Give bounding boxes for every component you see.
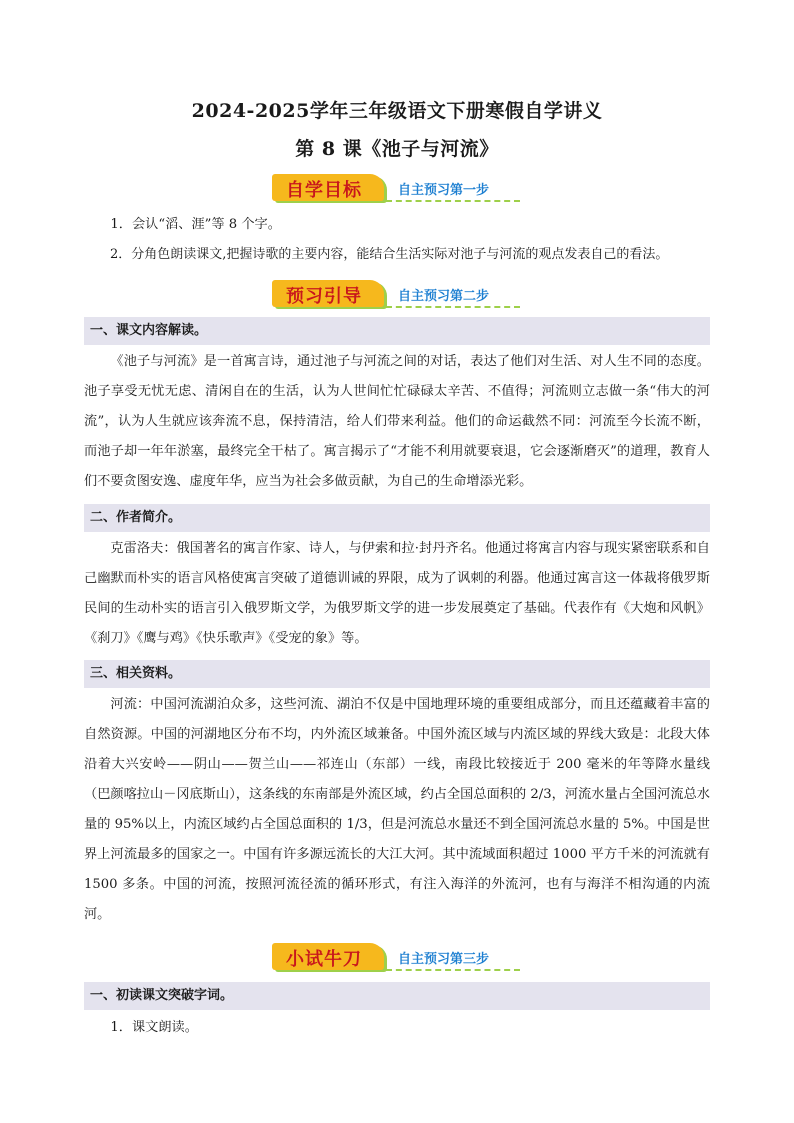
section-heading-materials: 三、相关资料。 bbox=[84, 660, 710, 688]
section-heading-practice: 一、初读课文突破字词。 bbox=[84, 982, 710, 1010]
banner-dashed-line bbox=[386, 200, 520, 202]
goal-item-2: 2．分角色朗读课文,把握诗歌的主要内容，能结合生活实际对池子与河流的观点发表自己的看法。 bbox=[110, 247, 669, 262]
section-text-materials: 河流：中国河流湖泊众多，这些河流、湖泊不仅是中国地理环境的重要组成部分，而且还蕴藏着丰富的自然资源。中国的河湖地区分布不均，内外流区域兼备。中国外流区域与内流区域的界线大致是：北段大体沿着大兴安岭——阴山——贺兰山——祁连山（东部）一线，南段比较接近于 200 毫米的年等降水量线（巴颜喀拉山－冈底斯山），这条线的东南部是外流区域，约占全国总面积的 2/3，河流水量占全国河流总水量的 95%以上，内流区域约占全国总面积的 1/3，但是河流总水量还不到全国河流总水量的 5%。中国是世界上河流最多的国家之一。中国有许多源远流长的大江大河。其中流域面积超过 1000 平方千米的河流就有 1500 多条。中国的河流，按照河流径流的循环形式，有注入海洋的外流河，也有与海洋不相沟通的内流河。 bbox=[84, 697, 710, 922]
banner-dashed-line bbox=[386, 306, 520, 308]
section-heading-content: 一、课文内容解读。 bbox=[84, 317, 710, 345]
section-text-author: 克雷洛夫：俄国著名的寓言作家、诗人，与伊索和拉·封丹齐名。他通过将寓言内容与现实紧密联系和自己幽默而朴实的语言风格使寓言突破了道德训诫的界限，成为了讽刺的利器。他通过寓言这一体裁将俄罗斯民间的生动朴实的语言引入俄罗斯文学，为俄罗斯文学的进一步发展奠定了基础。代表作有《大炮和风帆》《刹刀》《鹰与鸡》《快乐歌声》《受宠的象》等。 bbox=[84, 541, 710, 646]
section-text-content: 《池子与河流》是一首寓言诗，通过池子与河流之间的对话，表达了他们对生活、对人生不同的态度。池子享受无忧无虑、清闲自在的生活，认为人世间忙忙碌碌太辛苦、不值得；河流则立志做一条“伟大的河流”，认为人生就应该奔流不息，保持清洁，给人们带来利益。他们的命运截然不同：河流至今长流不断，而池子却一年年淤塞，最终完全干枯了。寓言揭示了“才能不利用就要衰退，它会逐渐磨灭”的道理，教育人们不要贪图安逸、虚度年华，应当为社会多做贡献，为自己的生命增添光彩。 bbox=[84, 354, 710, 489]
banner-subtitle: 自主预习第一步 bbox=[398, 183, 490, 198]
document-title: 2024-2025学年三年级语文下册寒假自学讲义 bbox=[191, 100, 603, 122]
banner-subtitle: 自主预习第三步 bbox=[398, 952, 490, 967]
banner-tag: 预习引导 bbox=[272, 280, 384, 307]
goal-item-1: 1．会认“滔、涯”等 8 个字。 bbox=[110, 217, 281, 232]
banner-tag: 自学目标 bbox=[272, 174, 384, 201]
practice-item-1: 1．课文朗读。 bbox=[110, 1020, 198, 1035]
banner-self-study-goals bbox=[272, 174, 520, 204]
banner-try-it bbox=[272, 943, 520, 973]
banner-subtitle: 自主预习第二步 bbox=[398, 289, 490, 304]
section-heading-author: 二、作者简介。 bbox=[84, 504, 710, 532]
lesson-title: 第 8 课《池子与河流》 bbox=[295, 138, 499, 160]
banner-preview-guide bbox=[272, 280, 520, 310]
banner-dashed-line bbox=[386, 969, 520, 971]
banner-tag: 小试牛刀 bbox=[272, 943, 384, 970]
